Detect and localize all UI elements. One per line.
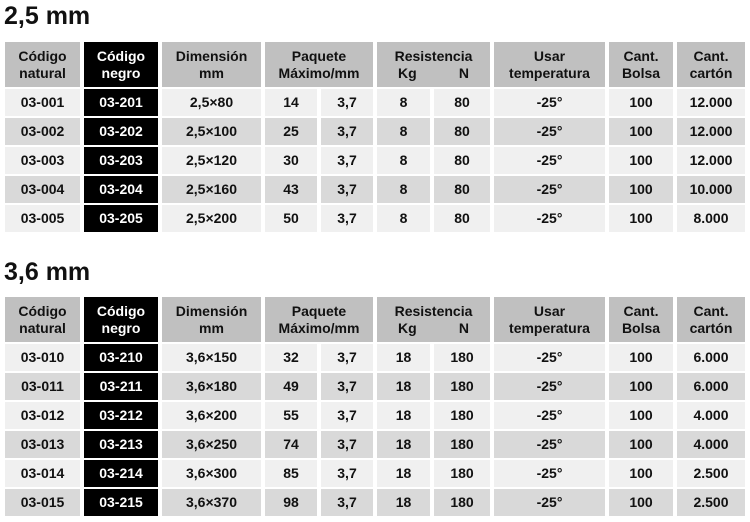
- cell-resistencia-n: 180: [434, 431, 490, 458]
- cell-codigo-negro: 03-213: [84, 431, 158, 458]
- cell-cant-carton: 12.000: [677, 89, 745, 116]
- cell-codigo-negro: 03-215: [84, 489, 158, 516]
- table-row: [5, 176, 745, 203]
- cell-codigo-natural: 03-002: [5, 118, 80, 145]
- cell-resistencia-kg: 8: [377, 118, 430, 145]
- cell-paquete-cantidad: 30: [265, 147, 317, 174]
- cell-paquete-maximo: 3,7: [321, 89, 373, 116]
- cell-codigo-negro: 03-201: [84, 89, 158, 116]
- cell-resistencia-kg: 8: [377, 205, 430, 232]
- cell-cant-bolsa: 100: [609, 344, 673, 371]
- cell-dimension: 3,6×150: [162, 344, 261, 371]
- cell-cant-bolsa: 100: [609, 489, 673, 516]
- header-resistencia: Resistencia Kg N: [377, 297, 490, 342]
- cell-cant-carton: 12.000: [677, 118, 745, 145]
- table-3-6mm-body: [5, 344, 745, 518]
- cell-codigo-natural: 03-005: [5, 205, 80, 232]
- cell-resistencia-kg: 18: [377, 373, 430, 400]
- header-codigo-natural: Código natural: [5, 297, 80, 342]
- cell-paquete-cantidad: 50: [265, 205, 317, 232]
- cell-usar-temperatura: -25°: [494, 402, 605, 429]
- cell-cant-carton: 4.000: [677, 402, 745, 429]
- cell-paquete-maximo: 3,7: [321, 431, 373, 458]
- cell-codigo-natural: 03-001: [5, 89, 80, 116]
- cell-dimension: 3,6×180: [162, 373, 261, 400]
- table-row: [5, 344, 745, 371]
- cell-cant-bolsa: 100: [609, 373, 673, 400]
- cell-paquete-maximo: 3,7: [321, 402, 373, 429]
- cell-paquete-cantidad: 85: [265, 460, 317, 487]
- header-cant-carton: Cant. cartón: [677, 297, 745, 342]
- header-paquete: Paquete Máximo/mm: [265, 42, 373, 87]
- header-resistencia: Resistencia Kg N: [377, 42, 490, 87]
- cell-paquete-cantidad: 32: [265, 344, 317, 371]
- cell-codigo-natural: 03-014: [5, 460, 80, 487]
- header-codigo-natural: Código natural: [5, 42, 80, 87]
- cell-paquete-maximo: 3,7: [321, 118, 373, 145]
- table-row: [5, 118, 745, 145]
- cell-cant-carton: 8.000: [677, 205, 745, 232]
- cell-codigo-negro: 03-203: [84, 147, 158, 174]
- cell-resistencia-kg: 18: [377, 460, 430, 487]
- table-row: [5, 460, 745, 487]
- header-usar-temperatura: Usar temperatura: [494, 297, 605, 342]
- cell-resistencia-n: 180: [434, 460, 490, 487]
- table-row: [5, 147, 745, 174]
- cell-paquete-cantidad: 43: [265, 176, 317, 203]
- cell-codigo-natural: 03-011: [5, 373, 80, 400]
- cell-resistencia-n: 180: [434, 373, 490, 400]
- table-row: [5, 431, 745, 458]
- table-2-5mm-header: [5, 42, 745, 87]
- cell-paquete-cantidad: 49: [265, 373, 317, 400]
- cell-usar-temperatura: -25°: [494, 118, 605, 145]
- cell-dimension: 2,5×80: [162, 89, 261, 116]
- cell-paquete-maximo: 3,7: [321, 373, 373, 400]
- cell-codigo-negro: 03-205: [84, 205, 158, 232]
- cell-paquete-cantidad: 14: [265, 89, 317, 116]
- cell-cant-carton: 10.000: [677, 176, 745, 203]
- cell-resistencia-n: 80: [434, 205, 490, 232]
- cell-resistencia-n: 80: [434, 118, 490, 145]
- cell-codigo-negro: 03-204: [84, 176, 158, 203]
- cell-resistencia-n: 180: [434, 489, 490, 516]
- cell-usar-temperatura: -25°: [494, 89, 605, 116]
- header-usar-temperatura: Usar temperatura: [494, 42, 605, 87]
- cell-resistencia-kg: 18: [377, 431, 430, 458]
- cell-codigo-natural: 03-015: [5, 489, 80, 516]
- cell-resistencia-kg: 8: [377, 89, 430, 116]
- section-title-2-5mm: 2,5 mm: [4, 2, 91, 30]
- cell-codigo-negro: 03-214: [84, 460, 158, 487]
- cell-paquete-maximo: 3,7: [321, 176, 373, 203]
- cell-cant-carton: 12.000: [677, 147, 745, 174]
- cell-paquete-cantidad: 55: [265, 402, 317, 429]
- cell-resistencia-n: 80: [434, 89, 490, 116]
- cell-usar-temperatura: -25°: [494, 205, 605, 232]
- cell-cant-carton: 6.000: [677, 344, 745, 371]
- table-3-6mm-header: [5, 297, 745, 342]
- header-codigo-negro: Código negro: [84, 297, 158, 342]
- cell-dimension: 2,5×120: [162, 147, 261, 174]
- table-row: [5, 89, 745, 116]
- cell-cant-carton: 2.500: [677, 460, 745, 487]
- cell-dimension: 3,6×300: [162, 460, 261, 487]
- cell-usar-temperatura: -25°: [494, 176, 605, 203]
- table-row: [5, 373, 745, 400]
- cell-paquete-maximo: 3,7: [321, 147, 373, 174]
- cell-resistencia-n: 180: [434, 344, 490, 371]
- cell-paquete-cantidad: 98: [265, 489, 317, 516]
- section-title-3-6mm: 3,6 mm: [4, 258, 91, 286]
- cell-resistencia-kg: 18: [377, 344, 430, 371]
- cell-resistencia-kg: 8: [377, 176, 430, 203]
- cell-paquete-maximo: 3,7: [321, 460, 373, 487]
- cell-cant-carton: 6.000: [677, 373, 745, 400]
- cell-resistencia-kg: 8: [377, 147, 430, 174]
- cell-paquete-maximo: 3,7: [321, 344, 373, 371]
- cell-codigo-negro: 03-212: [84, 402, 158, 429]
- cell-resistencia-kg: 18: [377, 402, 430, 429]
- cell-codigo-natural: 03-010: [5, 344, 80, 371]
- cell-resistencia-kg: 18: [377, 489, 430, 516]
- header-cant-carton: Cant. cartón: [677, 42, 745, 87]
- header-codigo-negro: Código negro: [84, 42, 158, 87]
- cell-cant-bolsa: 100: [609, 147, 673, 174]
- cell-paquete-cantidad: 25: [265, 118, 317, 145]
- cell-cant-bolsa: 100: [609, 402, 673, 429]
- cell-codigo-negro: 03-202: [84, 118, 158, 145]
- cell-dimension: 3,6×200: [162, 402, 261, 429]
- cell-resistencia-n: 180: [434, 402, 490, 429]
- cell-cant-bolsa: 100: [609, 205, 673, 232]
- cell-cant-bolsa: 100: [609, 176, 673, 203]
- cell-usar-temperatura: -25°: [494, 431, 605, 458]
- cell-dimension: 3,6×370: [162, 489, 261, 516]
- header-cant-bolsa: Cant. Bolsa: [609, 42, 673, 87]
- cell-dimension: 2,5×200: [162, 205, 261, 232]
- cell-resistencia-n: 80: [434, 176, 490, 203]
- cell-codigo-negro: 03-211: [84, 373, 158, 400]
- cell-usar-temperatura: -25°: [494, 460, 605, 487]
- cell-paquete-maximo: 3,7: [321, 489, 373, 516]
- cell-cant-bolsa: 100: [609, 89, 673, 116]
- cell-usar-temperatura: -25°: [494, 344, 605, 371]
- table-row: [5, 402, 745, 429]
- cell-codigo-negro: 03-210: [84, 344, 158, 371]
- cell-cant-bolsa: 100: [609, 460, 673, 487]
- cell-usar-temperatura: -25°: [494, 147, 605, 174]
- cell-cant-carton: 2.500: [677, 489, 745, 516]
- cell-codigo-natural: 03-004: [5, 176, 80, 203]
- header-cant-bolsa: Cant. Bolsa: [609, 297, 673, 342]
- cell-usar-temperatura: -25°: [494, 489, 605, 516]
- table-row: [5, 489, 745, 516]
- header-dimension: Dimensión mm: [162, 42, 261, 87]
- cell-resistencia-n: 80: [434, 147, 490, 174]
- cell-usar-temperatura: -25°: [494, 373, 605, 400]
- cell-cant-carton: 4.000: [677, 431, 745, 458]
- header-paquete: Paquete Máximo/mm: [265, 297, 373, 342]
- cell-cant-bolsa: 100: [609, 431, 673, 458]
- cell-cant-bolsa: 100: [609, 118, 673, 145]
- cell-dimension: 3,6×250: [162, 431, 261, 458]
- cell-codigo-natural: 03-003: [5, 147, 80, 174]
- cell-codigo-natural: 03-012: [5, 402, 80, 429]
- cell-dimension: 2,5×100: [162, 118, 261, 145]
- cell-paquete-cantidad: 74: [265, 431, 317, 458]
- cell-codigo-natural: 03-013: [5, 431, 80, 458]
- table-2-5mm-body: [5, 89, 745, 234]
- table-row: [5, 205, 745, 232]
- cell-dimension: 2,5×160: [162, 176, 261, 203]
- header-dimension: Dimensión mm: [162, 297, 261, 342]
- cell-paquete-maximo: 3,7: [321, 205, 373, 232]
